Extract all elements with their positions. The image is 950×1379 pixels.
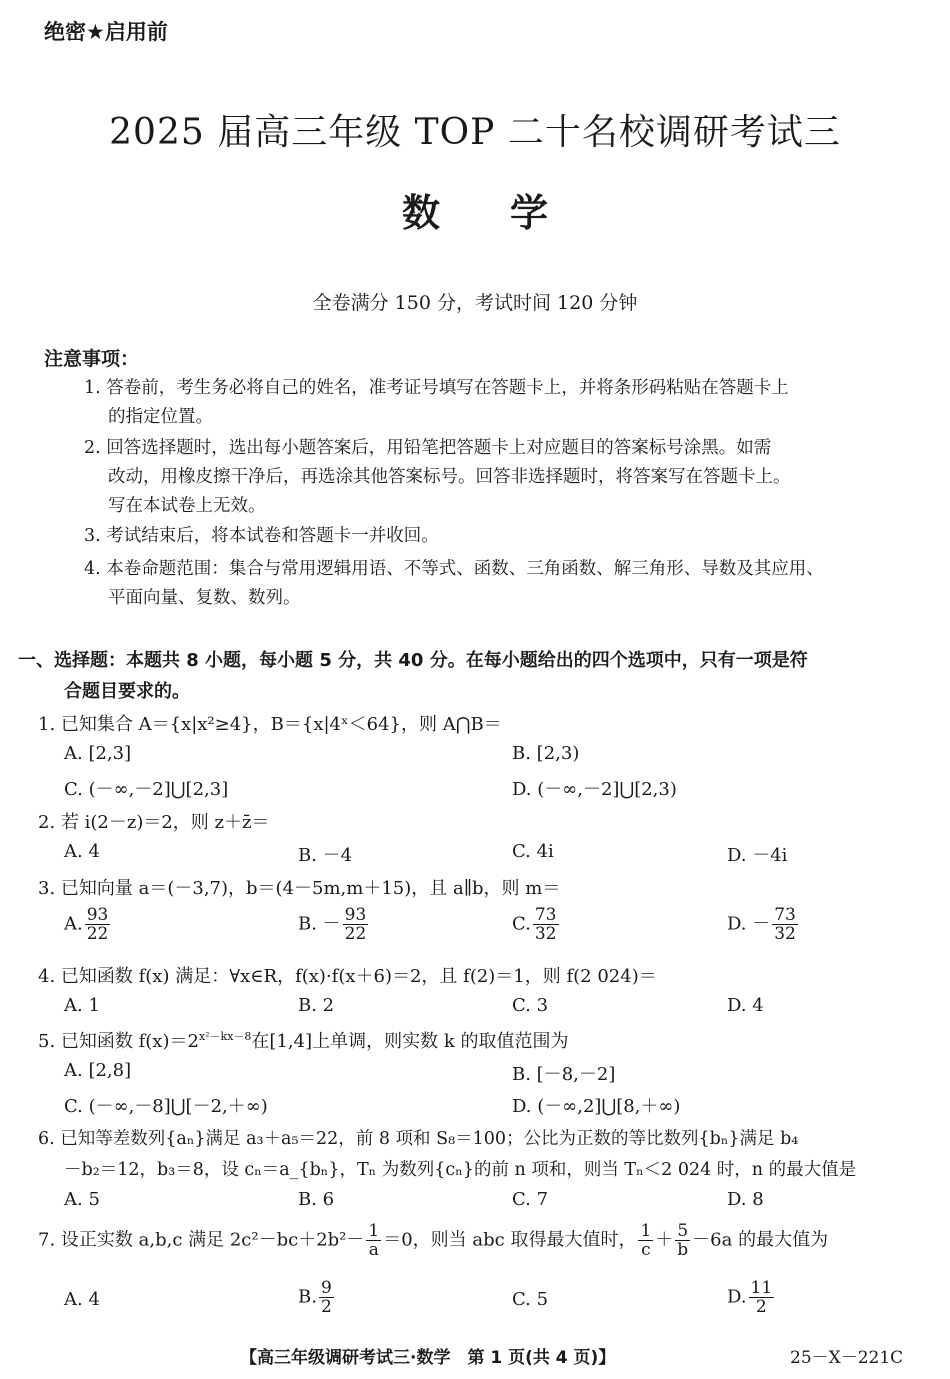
section-heading: 一、选择题：本题共 8 小题，每小题 5 分，共 40 分。在每小题给出的四个选项中，只有一项是符 <box>18 650 808 671</box>
q3-b-label: B. － <box>298 913 341 935</box>
notice-line: 4. 本卷命题范围：集合与常用逻辑用语、不等式、函数、三角函数、解三角形、导数及其应用、 <box>84 559 824 579</box>
q7-fraction-3 <box>675 1222 690 1259</box>
q5-stem-post: 在[1,4]上单调，则实数 k 的取值范围为 <box>251 1031 569 1052</box>
question-5-stem <box>38 1027 568 1053</box>
fraction-denominator: 2 <box>320 1297 332 1317</box>
fraction-numerator: 11 <box>750 1278 773 1298</box>
q7-option-d <box>727 1279 776 1316</box>
q5-option-b: B. [－8,－2] <box>512 1064 616 1085</box>
q7-fraction-1 <box>366 1222 381 1259</box>
subject-title: 数学 <box>401 191 618 235</box>
score-info: 全卷满分 150 分，考试时间 120 分钟 <box>312 292 638 314</box>
fraction-numerator: 1 <box>640 1221 652 1241</box>
q2-option-b: B. －4 <box>298 845 353 866</box>
page-footer: 【高三年级调研考试三·数学 第 1 页(共 4 页)】 <box>240 1348 616 1368</box>
fraction-denominator: c <box>641 1240 651 1260</box>
fraction-denominator: a <box>368 1240 379 1260</box>
fraction-numerator: 73 <box>534 905 557 925</box>
q7-plus: ＋ <box>655 1229 674 1251</box>
notice-line: 3. 考试结束后，将本试卷和答题卡一并收回。 <box>84 526 439 546</box>
q1-option-c: C. (－∞,－2]⋃[2,3] <box>64 779 229 800</box>
question-3-stem: 3. 已知向量 a＝(－3,7)，b＝(4－5m,m＋15)，且 a∥b，则 m＝ <box>38 878 561 899</box>
q1-option-d: D. (－∞,－2]⋃[2,3) <box>512 779 677 800</box>
q4-option-b: B. 2 <box>298 995 335 1016</box>
q4-option-d: D. 4 <box>727 995 764 1016</box>
notice-line: 改动，用橡皮擦干净后，再选涂其他答案标号。回答非选择题时，将答案写在答题卡上。 <box>108 467 791 487</box>
notice-line: 2. 回答选择题时，选出每小题答案后，用铅笔把答题卡上对应题目的答案标号涂黑。如需 <box>84 438 772 458</box>
question-4-stem: 4. 已知函数 f(x) 满足：∀x∈R，f(x)·f(x＋6)＝2，且 f(2)＝1，则 f(2 024)＝ <box>38 966 657 987</box>
fraction-denominator: 2 <box>755 1297 767 1317</box>
q3-c-label: C. <box>512 913 531 935</box>
paper-code: 25－X－221C <box>790 1348 904 1368</box>
q7-stem-pre: 7. 设正实数 a,b,c 满足 2c²－bc＋2b²－ <box>38 1229 365 1251</box>
fraction-denominator: 32 <box>774 924 796 944</box>
q6-option-a: A. 5 <box>64 1189 100 1210</box>
q5-option-d: D. (－∞,2]⋃[8,＋∞) <box>512 1096 681 1117</box>
notice-line: 1. 答卷前，考生务必将自己的姓名，准考证号填写在答题卡上，并将条形码粘贴在答题卡上 <box>84 378 789 398</box>
fraction-numerator: 5 <box>677 1221 689 1241</box>
q2-option-d: D. －4i <box>727 845 788 866</box>
q3-option-b <box>298 906 370 943</box>
notice-heading: 注意事项： <box>44 348 140 370</box>
q3-b-fraction <box>343 906 369 943</box>
q6-option-c: C. 7 <box>512 1189 549 1210</box>
q7-fraction-2 <box>638 1222 653 1259</box>
q6-option-b: B. 6 <box>298 1189 335 1210</box>
notice-line: 的指定位置。 <box>108 407 213 427</box>
q7-d-fraction <box>749 1279 775 1316</box>
q3-d-fraction <box>772 906 798 943</box>
q5-stem-pre: 5. 已知函数 f(x)＝2 <box>38 1031 199 1052</box>
q5-exponent: x²－kx－8 <box>198 1030 252 1043</box>
fraction-numerator: 9 <box>320 1278 332 1298</box>
question-2-stem: 2. 若 i(2－z)＝2，则 z＋z̄＝ <box>38 812 270 833</box>
fraction-denominator: 22 <box>86 924 109 944</box>
q7-option-a: A. 4 <box>64 1289 100 1310</box>
q7-b-label: B. <box>298 1286 317 1308</box>
q6-option-d: D. 8 <box>727 1189 764 1210</box>
q5-option-c: C. (－∞,－8]⋃[－2,＋∞) <box>64 1096 268 1117</box>
question-6-stem: 6. 已知等差数列{aₙ}满足 a₃＋a₅＝22，前 8 项和 S₈＝100；公比为正数的等比数列{bₙ}满足 b₄ <box>38 1129 799 1149</box>
fraction-numerator: 73 <box>774 905 796 925</box>
q4-option-c: C. 3 <box>512 995 549 1016</box>
q3-option-d <box>727 906 800 943</box>
q3-a-label: A. <box>64 913 83 935</box>
fraction-denominator: 32 <box>534 924 557 944</box>
fraction-numerator: 93 <box>86 905 109 925</box>
q7-d-label: D. <box>727 1286 747 1308</box>
q3-option-a <box>64 906 112 943</box>
q7-b-fraction <box>319 1279 334 1316</box>
q3-c-fraction <box>533 906 559 943</box>
notice-line: 写在本试卷上无效。 <box>108 496 266 516</box>
q3-option-c <box>512 906 561 943</box>
q7-option-b <box>298 1279 336 1316</box>
q3-a-fraction <box>85 906 111 943</box>
fraction-denominator: b <box>677 1240 689 1260</box>
fraction-numerator: 1 <box>368 1221 380 1241</box>
q7-stem-mid: ＝0，则当 abc 取得最大值时， <box>383 1229 637 1251</box>
question-1-stem: 1. 已知集合 A＝{x|x²≥4}，B＝{x|4ˣ＜64}，则 A⋂B＝ <box>38 714 502 735</box>
confidential-label: 绝密★启用前 <box>44 20 168 44</box>
section-heading: 合题目要求的。 <box>64 681 190 702</box>
q1-option-a: A. [2,3] <box>64 743 132 764</box>
q7-option-c: C. 5 <box>512 1289 549 1310</box>
fraction-numerator: 93 <box>344 905 367 925</box>
q7-stem-post: －6a 的最大值为 <box>692 1229 829 1251</box>
exam-title: 2025 届高三年级 TOP 二十名校调研考试三 <box>109 112 841 153</box>
q4-option-a: A. 1 <box>64 995 100 1016</box>
q2-option-a: A. 4 <box>64 841 100 862</box>
notice-line: 平面向量、复数、数列。 <box>108 588 301 608</box>
q1-option-b: B. [2,3) <box>512 743 580 764</box>
q5-option-a: A. [2,8] <box>64 1060 132 1081</box>
q3-d-label: D. － <box>727 913 771 935</box>
q2-option-c: C. 4i <box>512 841 554 862</box>
question-7-stem <box>38 1222 828 1259</box>
question-6-stem-cont: －b₂＝12，b₃＝8，设 cₙ＝a_{bₙ}，Tₙ 为数列{cₙ}的前 n 项和，则当 Tₙ＜2 024 时，n 的最大值是 <box>64 1160 857 1180</box>
fraction-denominator: 22 <box>344 924 367 944</box>
